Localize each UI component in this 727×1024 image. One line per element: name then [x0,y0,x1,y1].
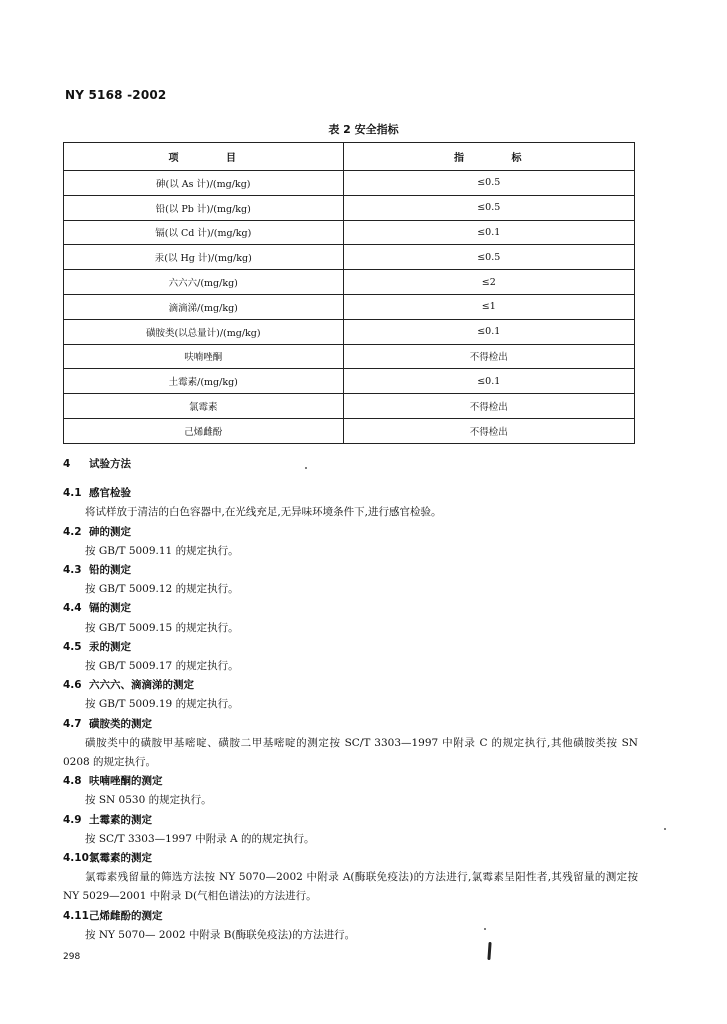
table-cell-item: 呋喃唑酮 [64,344,344,369]
table-cell-item: 滴滴涕/(mg/kg) [64,294,344,319]
subsection-text: 按 GB/T 5009.15 的规定执行。 [85,621,239,634]
table-row [64,270,635,295]
subsection-heading [63,772,638,791]
table-cell-limit: ≤0.5 [343,245,634,270]
table-row [64,294,635,319]
subsection-title: 土霉素的测定 [89,813,152,826]
subsection-title: 己烯雌酚的测定 [89,909,163,922]
table-row [64,220,635,245]
table-cell-limit: ≤0.1 [343,319,634,344]
table-cell-limit: ≤0.5 [343,171,634,196]
table-cell-limit: 不得检出 [343,418,634,443]
subsection-title: 六六六、滴滴涕的测定 [89,679,194,692]
subsection-heading [63,811,638,830]
subsection-title: 感官检验 [89,487,131,500]
table-cell-item: 氯霉素 [64,394,344,419]
table-cell-limit: 不得检出 [343,394,634,419]
section-heading [63,455,638,474]
subsection-number: 4.8 [63,775,82,788]
subsection-text: 磺胺类中的磺胺甲基嘧啶、磺胺二甲基嘧啶的测定按 SC/T 3303—1997 中附录 C 的规定执行,其他磺胺类按 SN 0208 的规定执行。 [63,736,638,769]
scan-artifact-mark [487,942,491,960]
standard-code: NY 5168 -2002 [65,88,167,102]
test-methods-section [63,455,638,945]
subsection-number: 4.7 [63,717,82,730]
subsection-title: 砷的测定 [89,525,131,538]
subsection-heading [63,523,638,542]
table-cell-limit: ≤0.5 [343,195,634,220]
table-cell-item: 土霉素/(mg/kg) [64,369,344,394]
subsection-title: 汞的测定 [89,640,131,653]
subsection-number: 4.6 [63,679,82,692]
table-cell-item: 砷(以 As 计)/(mg/kg) [64,171,344,196]
table-cell-limit: ≤0.1 [343,369,634,394]
subsection-heading [63,638,638,657]
table-row [64,418,635,443]
subsection-number: 4.5 [63,640,82,653]
subsection-number: 4.1 [63,487,82,500]
subsection-number: 4.3 [63,564,82,577]
table-cell-item: 铅(以 Pb 计)/(mg/kg) [64,195,344,220]
subsection-number: 4.2 [63,525,82,538]
table-cell-limit: ≤2 [343,270,634,295]
scan-artifact-dot [664,828,666,830]
column-header-item: 项 目 [64,143,344,171]
table-cell-limit: 不得检出 [343,344,634,369]
table-cell-item: 磺胺类(以总量计)/(mg/kg) [64,319,344,344]
subsection-heading [63,676,638,695]
table-cell-item: 六六六/(mg/kg) [64,270,344,295]
table-row [64,195,635,220]
subsection-text: 按 NY 5070— 2002 中附录 B(酶联免疫法)的方法进行。 [85,928,356,941]
subsection-heading [63,907,638,926]
table-row [64,394,635,419]
subsection-title: 镉的测定 [89,602,131,615]
table-cell-item: 镉(以 Cd 计)/(mg/kg) [64,220,344,245]
page-number: 298 [63,952,81,962]
subsection-heading [63,715,638,734]
column-header-limit: 指 标 [343,143,634,171]
subsection-text: 按 GB/T 5009.11 的规定执行。 [85,544,239,557]
subsection-title: 氯霉素的测定 [89,852,152,865]
subsection-text: 按 GB/T 5009.17 的规定执行。 [85,660,239,673]
table-row [64,171,635,196]
table-header-row [64,143,635,171]
table-cell-limit: ≤0.1 [343,220,634,245]
table-cell-limit: ≤1 [343,294,634,319]
table-cell-item: 汞(以 Hg 计)/(mg/kg) [64,245,344,270]
table-caption: 表 2 安全指标 [328,123,399,136]
subsection-text: 按 GB/T 5009.12 的规定执行。 [85,583,239,596]
table-cell-item: 己烯雌酚 [64,418,344,443]
section-title: 试验方法 [89,458,131,470]
subsection-number: 4.4 [63,602,82,615]
subsection-title: 铅的测定 [89,564,131,577]
scan-artifact-dot [484,928,486,930]
subsection-text: 按 SN 0530 的规定执行。 [85,794,212,807]
subsection-heading [63,561,638,580]
subsection-text: 氯霉素残留量的筛选方法按 NY 5070—2002 中附录 A(酶联免疫法)的方法进行,氯霉素呈阳性者,其残留量的测定按 NY 5029—2001 中附录 D(气相色谱法)的方法进行。 [63,871,638,903]
subsection-title: 呋喃唑酮的测定 [89,775,163,788]
subsection-title: 磺胺类的测定 [89,717,152,730]
subsection-heading [63,484,638,503]
table-row [64,245,635,270]
subsection-heading [63,849,638,868]
subsection-text: 按 SC/T 3303—1997 中附录 A 的的规定执行。 [85,832,315,845]
subsection-number: 4.10 [63,852,89,865]
table-row [64,369,635,394]
subsection-number: 4.11 [63,909,89,922]
table-row [64,319,635,344]
subsection-text: 按 GB/T 5009.19 的规定执行。 [85,698,239,711]
subsection-text: 将试样放于清洁的白色容器中,在光线充足,无异味环境条件下,进行感官检验。 [85,506,442,519]
table-row [64,344,635,369]
scan-artifact-dot [305,467,307,469]
section-number: 4 [63,458,71,470]
subsection-number: 4.9 [63,813,82,826]
safety-indicator-table [63,142,635,444]
subsection-heading [63,599,638,618]
